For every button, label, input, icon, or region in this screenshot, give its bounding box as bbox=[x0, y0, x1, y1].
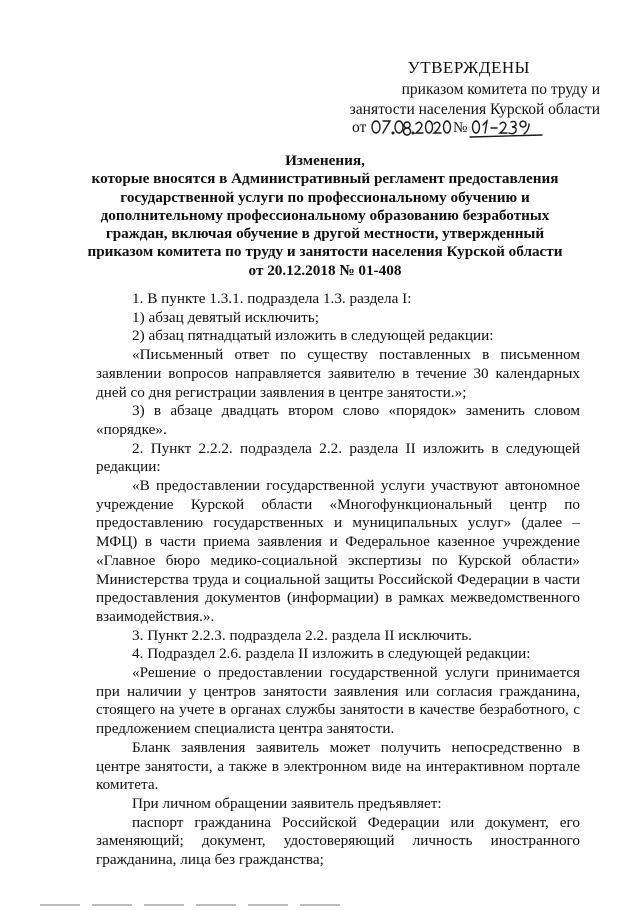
scan-mark bbox=[248, 904, 288, 906]
date-prefix: от bbox=[352, 119, 367, 136]
document-title bbox=[40, 152, 610, 280]
title-line-1: Изменения, bbox=[285, 152, 365, 169]
approval-line-2: занятости населения Курской области bbox=[349, 101, 600, 118]
paragraph: 2) абзац пятнадцатый изложить в следующей редакции: bbox=[132, 327, 494, 345]
paragraph: 1. В пункте 1.3.1. подраздела 1.3. раздела I: bbox=[132, 290, 412, 307]
document-body bbox=[96, 290, 580, 870]
scan-mark bbox=[300, 904, 340, 906]
approval-line-1: приказом комитета по труду и bbox=[401, 81, 600, 98]
paragraph: 2. Пункт 2.2.2. подраздела 2.2. раздела II изложить в следующей редакции: bbox=[96, 439, 580, 476]
paragraph: «В предоставлении государственной услуги участвуют автономное учреждение Курской области «Многофункциональный центр по предоставлению государственных и муниципальных услуг» (далее – МФЦ) в части приема заявления и Федеральное казенное учреждение «Главное бюро медико-социальной экспертизы по Курской области» Министерства труда и социальной защиты Российской Федерации в части предоставления документов (информации) в рамках межведомственного взаимодействия.». bbox=[96, 477, 580, 625]
number-sign: № bbox=[453, 120, 468, 136]
paragraph: 4. Подраздел 2.6. раздела II изложить в следующей редакции: bbox=[132, 645, 531, 663]
paragraph: Бланк заявления заявитель может получить непосредственно в центре занятости, а также в электронном виде на интерактивном портале комитета. bbox=[96, 738, 580, 794]
approval-heading: УТВЕРЖДЕНЫ bbox=[407, 58, 530, 77]
scan-mark bbox=[92, 904, 132, 906]
approval-block bbox=[300, 58, 600, 120]
scan-mark bbox=[196, 904, 236, 906]
scan-mark bbox=[40, 904, 80, 906]
title-line-5: граждан, включая обучение в другой местности, утвержденный bbox=[105, 225, 545, 243]
paragraph: 3. Пункт 2.2.3. подраздела 2.2. раздела II исключить. bbox=[132, 626, 472, 644]
title-line-3: государственной услуги по профессиональному обучению и bbox=[120, 188, 530, 206]
paragraph: 1) абзац девятый исключить; bbox=[132, 308, 319, 326]
handwritten-date-number bbox=[352, 116, 552, 140]
paragraph: 3) в абзаце двадцать втором слово «порядок» заменить словом «порядке». bbox=[96, 402, 580, 438]
paragraph: При личном обращении заявитель предъявляет: bbox=[132, 794, 442, 812]
scan-edge-marks bbox=[40, 893, 352, 911]
handwriting-image bbox=[352, 116, 552, 140]
title-line-6: приказом комитета по труду и занятости населения Курской области bbox=[87, 243, 563, 261]
title-line-4: дополнительному профессиональному образованию безработных bbox=[100, 206, 550, 224]
paragraph: паспорт гражданина Российской Федерации или документ, его заменяющий; документ, удостоверяющий личность иностранного гражданина, лица без гражданства; bbox=[96, 813, 580, 869]
title-line-7: от 20.12.2018 № 01-408 bbox=[248, 261, 402, 279]
paragraph: «Письменный ответ по существу поставленных в письменном заявлении вопросов направляется заявителю в течение 30 календарных дней со дня регистрации заявления в центре занятости.»; bbox=[96, 346, 580, 401]
scan-mark bbox=[144, 904, 184, 906]
title-line-2: которые вносятся в Административный регламент предоставления bbox=[91, 170, 559, 188]
paragraph: «Решение о предоставлении государственной услуги принимается при наличии у центров занятости заявления или согласия гражданина, стоящего на учете в органах службы занятости в качестве безработного, с предложением специалиста центра занятости. bbox=[96, 664, 580, 738]
